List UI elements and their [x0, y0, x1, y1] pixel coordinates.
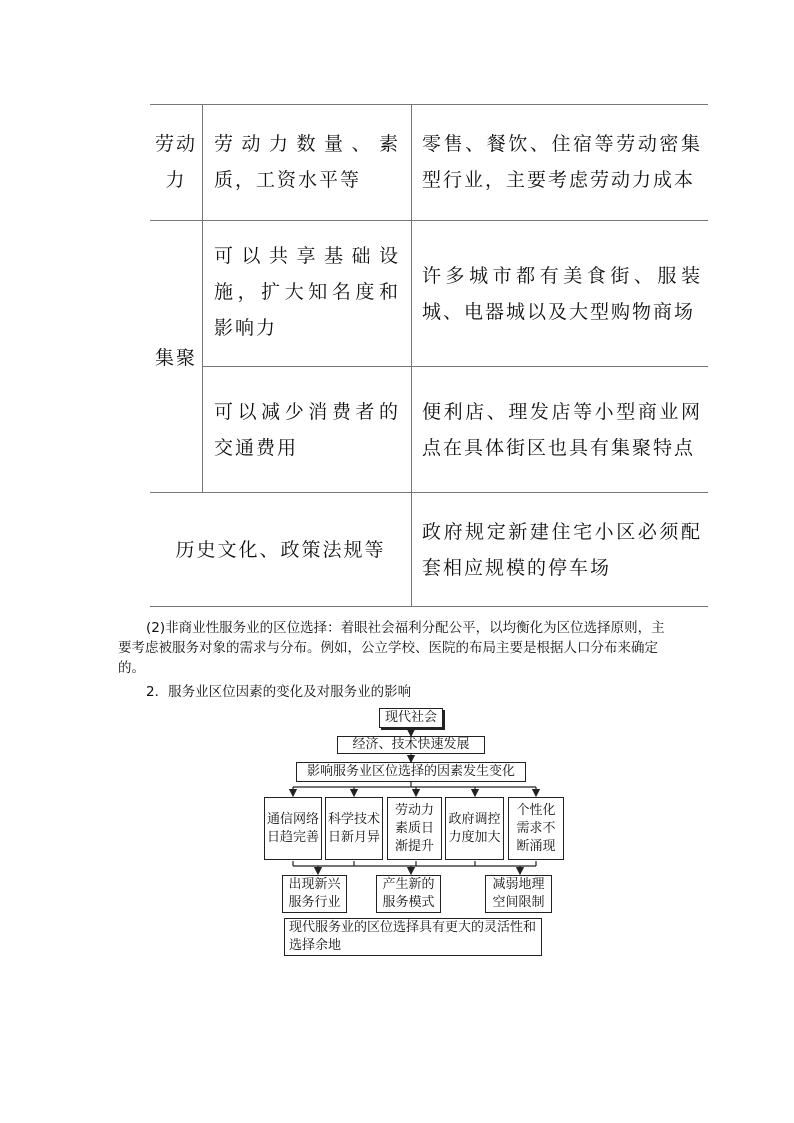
table-rule — [411, 104, 412, 606]
factor-history-policy: 历史文化、政策法规等 — [175, 539, 386, 561]
agglomeration-description-1: 可以共享基础设施，扩大知名度和影响力 — [214, 245, 400, 339]
flow-factor-government: 政府调控力度加大 — [445, 797, 504, 860]
agglomeration-example-1: 许多城市都有美食街、服装城、电器城以及大型购物商场 — [422, 265, 702, 323]
history-policy-example: 政府规定新建住宅小区必须配套相应规模的停车场 — [422, 521, 702, 579]
factor-agglomeration: 集聚 — [154, 347, 197, 369]
flow-result-new-industries: 出现新兴服务行业 — [282, 875, 347, 913]
flow-result-new-modes: 产生新的服务模式 — [376, 875, 441, 913]
factor-labor: 劳动力 — [154, 133, 197, 191]
section-heading-2: 2．服务业区位因素的变化及对服务业的影响 — [146, 684, 412, 700]
labor-description: 劳动力数量、素质，工资水平等 — [214, 133, 400, 191]
table-rule — [202, 104, 203, 492]
flow-factor-science: 科学技术日新月异 — [325, 797, 383, 860]
agglomeration-description-2: 可以减少消费者的交通费用 — [214, 401, 400, 459]
flow-modern-society: 现代社会 — [379, 708, 443, 728]
table-rule — [150, 606, 708, 607]
table-rule — [150, 220, 708, 221]
table-rule — [202, 366, 708, 367]
flow-result-space-limits: 减弱地理空间限制 — [485, 875, 552, 913]
flow-factor-labor: 劳动力素质日渐提升 — [387, 797, 442, 860]
flow-factors-change: 影响服务业区位选择的因素发生变化 — [296, 762, 526, 782]
flow-factor-communication: 通信网络日趋完善 — [264, 797, 322, 860]
agglomeration-example-2: 便利店、理发店等小型商业网点在具体街区也具有集聚特点 — [422, 401, 702, 459]
flow-conclusion: 现代服务业的区位选择具有更大的灵活性和选择余地 — [284, 918, 542, 956]
paragraph-text: (2)非商业性服务业的区位选择：着眼社会福利分配公平，以均衡化为区位选择原则，主要考虑被服务对象的需求与分布。例如，公立学校、医院的布局主要是根据人口分布来确定的。 — [118, 620, 665, 676]
table-rule — [150, 492, 708, 493]
nonbusiness-service-paragraph — [118, 618, 674, 678]
table-rule — [150, 104, 708, 105]
labor-example: 零售、餐饮、住宿等劳动密集型行业，主要考虑劳动力成本 — [422, 133, 702, 191]
flow-economy-technology: 经济、技术快速发展 — [337, 736, 485, 754]
flow-factor-personalization: 个性化需求不断涌现 — [508, 797, 564, 860]
location-factor-table — [150, 104, 708, 607]
